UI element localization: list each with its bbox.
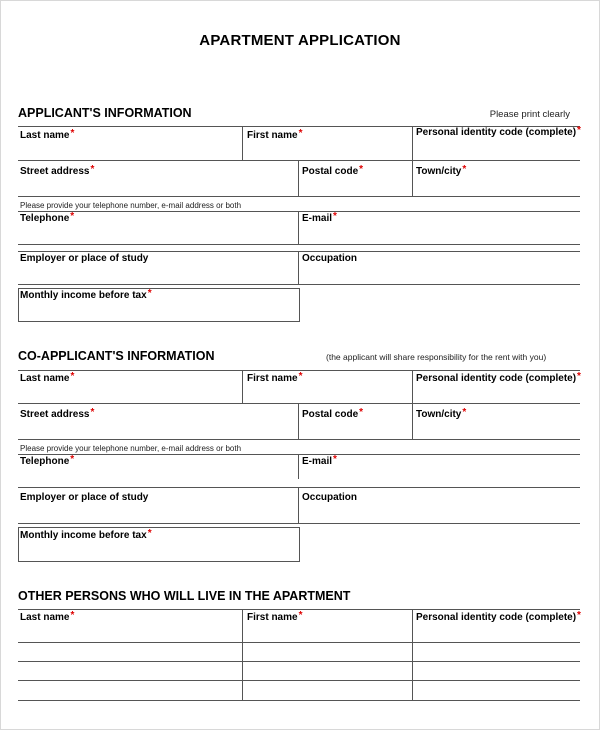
applicant-first-name-field[interactable]: First name* xyxy=(247,128,303,141)
divider xyxy=(18,487,580,488)
required-marker: * xyxy=(298,128,303,139)
table-row[interactable] xyxy=(18,681,580,700)
required-marker: * xyxy=(70,610,75,621)
table-row-divider xyxy=(18,700,580,701)
divider xyxy=(412,126,413,160)
divider xyxy=(298,403,299,439)
required-marker: * xyxy=(70,211,75,222)
applicant-postal-field[interactable]: Postal code* xyxy=(302,164,364,177)
required-marker: * xyxy=(462,407,467,418)
divider xyxy=(412,370,413,403)
required-marker: * xyxy=(90,407,95,418)
divider xyxy=(18,439,580,440)
divider xyxy=(412,160,413,196)
required-marker: * xyxy=(147,288,152,299)
required-marker: * xyxy=(333,211,337,222)
print-clearly-note: Please print clearly xyxy=(489,109,570,120)
required-marker: * xyxy=(462,164,467,175)
required-marker: * xyxy=(577,125,581,136)
co-employer-field[interactable]: Employer or place of study xyxy=(20,492,149,503)
divider xyxy=(18,160,580,161)
others-last-name-header: Last name* xyxy=(20,610,75,623)
applicant-employer-field[interactable]: Employer or place of study xyxy=(20,253,149,264)
co-email-field[interactable]: E-mail* xyxy=(302,454,337,467)
divider xyxy=(18,244,580,245)
co-contact-hint: Please provide your telephone number, e-mail address or both xyxy=(20,444,242,453)
applicant-heading: APPLICANT'S INFORMATION xyxy=(18,106,192,120)
divider xyxy=(18,251,580,252)
co-first-name-field[interactable]: First name* xyxy=(247,371,303,384)
co-telephone-field[interactable]: Telephone* xyxy=(20,454,75,467)
applicant-income-field[interactable]: Monthly income before tax* xyxy=(20,288,152,301)
divider xyxy=(298,251,299,284)
required-marker: * xyxy=(70,128,75,139)
contact-hint: Please provide your telephone number, e-mail address or both xyxy=(20,201,242,210)
others-first-name-header: First name* xyxy=(247,610,303,623)
table-row[interactable] xyxy=(18,643,580,661)
divider xyxy=(242,126,243,160)
co-occupation-field[interactable]: Occupation xyxy=(302,492,358,503)
divider xyxy=(298,487,299,523)
co-income-field[interactable]: Monthly income before tax* xyxy=(20,528,152,541)
others-personal-id-header: Personal identity code (complete)* xyxy=(416,610,581,623)
applicant-personal-id-field[interactable]: Personal identity code (complete)* xyxy=(416,125,581,138)
other-persons-heading: OTHER PERSONS WHO WILL LIVE IN THE APARTMENT xyxy=(18,589,351,603)
co-town-field[interactable]: Town/city* xyxy=(416,407,467,420)
required-marker: * xyxy=(333,454,337,465)
divider xyxy=(298,211,299,244)
divider xyxy=(412,403,413,439)
co-applicant-note: (the applicant will share responsibility for the rent with you) xyxy=(326,352,547,362)
page-title: APARTMENT APPLICATION xyxy=(199,32,401,49)
co-personal-id-field[interactable]: Personal identity code (complete)* xyxy=(416,371,581,384)
required-marker: * xyxy=(70,371,75,382)
divider xyxy=(18,284,580,285)
applicant-occupation-field[interactable]: Occupation xyxy=(302,253,358,264)
co-street-field[interactable]: Street address* xyxy=(20,407,95,420)
required-marker: * xyxy=(359,407,364,418)
required-marker: * xyxy=(90,164,95,175)
applicant-email-field[interactable]: E-mail* xyxy=(302,211,337,224)
divider xyxy=(18,211,580,212)
required-marker: * xyxy=(577,610,581,621)
required-marker: * xyxy=(298,610,303,621)
table-row[interactable] xyxy=(18,662,580,680)
required-marker: * xyxy=(147,528,152,539)
required-marker: * xyxy=(70,454,75,465)
divider xyxy=(18,523,580,524)
required-marker: * xyxy=(298,371,303,382)
required-marker: * xyxy=(359,164,364,175)
applicant-town-field[interactable]: Town/city* xyxy=(416,164,467,177)
co-postal-field[interactable]: Postal code* xyxy=(302,407,364,420)
co-last-name-field[interactable]: Last name* xyxy=(20,371,75,384)
divider xyxy=(242,370,243,403)
applicant-telephone-field[interactable]: Telephone* xyxy=(20,211,75,224)
required-marker: * xyxy=(577,371,581,382)
divider xyxy=(18,196,580,197)
applicant-street-field[interactable]: Street address* xyxy=(20,164,95,177)
divider xyxy=(18,403,580,404)
divider xyxy=(298,454,299,479)
co-applicant-heading: CO-APPLICANT'S INFORMATION xyxy=(18,349,215,363)
divider xyxy=(18,454,580,455)
applicant-last-name-field[interactable]: Last name* xyxy=(20,128,75,141)
divider xyxy=(298,160,299,196)
